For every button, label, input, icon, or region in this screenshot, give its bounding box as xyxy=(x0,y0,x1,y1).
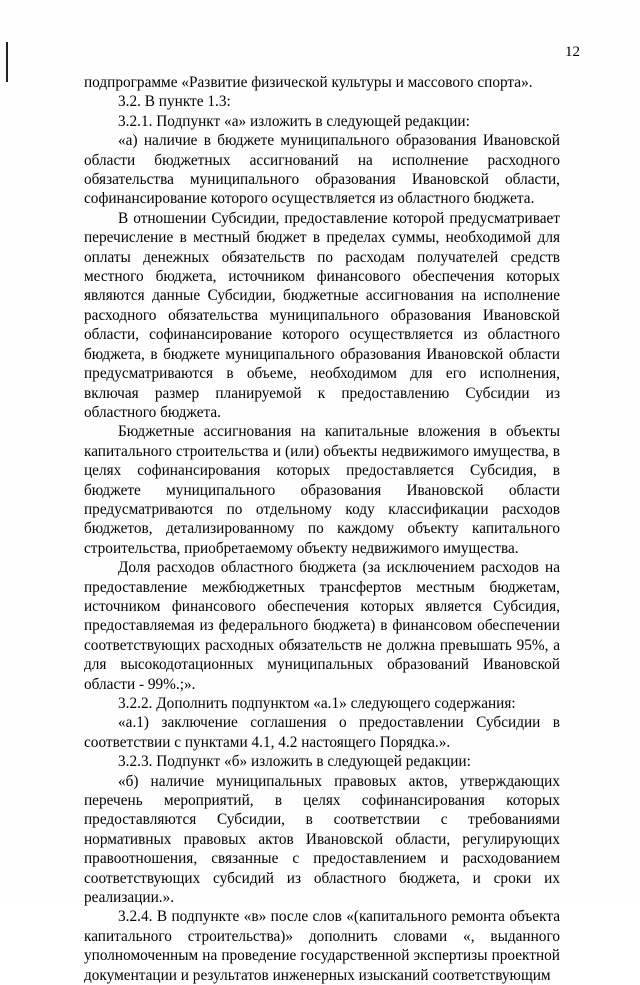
paragraph-subitem-a: «а) наличие в бюджете муниципального образования Ивановской области бюджетных ассигнований на исполнение расходного обязательства муниципального образования Ивановской области, софинансирование которого осуществляется из областного бюджета. xyxy=(84,132,560,208)
document-body xyxy=(84,73,560,985)
paragraph-3-2-1: 3.2.1. Подпункт «а» изложить в следующей редакции: xyxy=(118,112,470,130)
paragraph-subsidy-relation: В отношении Субсидии, предоставление которой предусматривает перечисление в местный бюджет в пределах суммы, необходимой для оплаты денежных обязательств по расходам получателей средств местного бюджета, источником финансового обеспечения которых являются данные Субсидии, бюджетные ассигнования на исполнение расходного обязательства муниципального образования Ивановской области, софинансирование которого осуществляется из областного бюджета, в бюджете муниципального образования Ивановской области предусматриваются в объеме, необходимом для его исполнения, включая размер планируемой к предоставлению Субсидии из областного бюджета. xyxy=(84,209,560,421)
scan-edge-mark xyxy=(6,42,8,82)
paragraph-3-2-4: 3.2.4. В подпункте «в» после слов «(капитального ремонта объекта капитального строительства)» дополнить словами «, выданного уполномоченным на проведение государственной экспертизы проектной документации и результатов инженерных изысканий соответствующим xyxy=(84,908,560,984)
paragraph-budget-share: Доля расходов областного бюджета (за исключением расходов на предоставление межбюджетных трансфертов местным бюджетам, источником финансового обеспечения которых является Субсидия, предоставляемая из федерального бюджета) в финансовом обеспечении соответствующих расходных обязательств не должна превышать 95%, а для высокодотационных муниципальных образований Ивановской области - 99%.;». xyxy=(84,559,560,693)
paragraph-3-2-2: 3.2.2. Дополнить подпунктом «а.1» следующего содержания: xyxy=(118,695,516,712)
paragraph-3-2: 3.2. В пункте 1.3: xyxy=(118,93,231,111)
page-number: 12 xyxy=(565,44,580,60)
paragraph-capital-investments: Бюджетные ассигнования на капитальные вложения в объекты капитального строительства и (или) объекты недвижимого имущества, в целях софинансирования которых предоставляется Субсидия, в бюджете муниципального образования Ивановской области предусматриваются по отдельному коду классификации расходов бюджетов, детализированному по каждому объекту капитального строительства, приобретаемому объекту недвижимого имущества. xyxy=(84,423,560,557)
paragraph-subitem-a1: «а.1) заключение соглашения о предоставлении Субсидии в соответствии с пунктами 4.1, 4.2 настоящего Порядка.». xyxy=(84,714,560,751)
paragraph-3-2-3: 3.2.3. Подпункт «б» изложить в следующей редакции: xyxy=(118,753,471,771)
paragraph-continuation: подпрограмме «Развитие физической культуры и массового спорта». xyxy=(84,74,533,91)
paragraph-subitem-b: «б) наличие муниципальных правовых актов, утверждающих перечень мероприятий, в целях софинансирования которых предоставляются Субсидии, в соответствии с требованиями нормативных правовых актов Ивановской области, регулирующих правоотношения, связанные с предоставлением и расходованием соответствующих субсидий из областного бюджета, и сроки их реализации.». xyxy=(84,772,560,907)
